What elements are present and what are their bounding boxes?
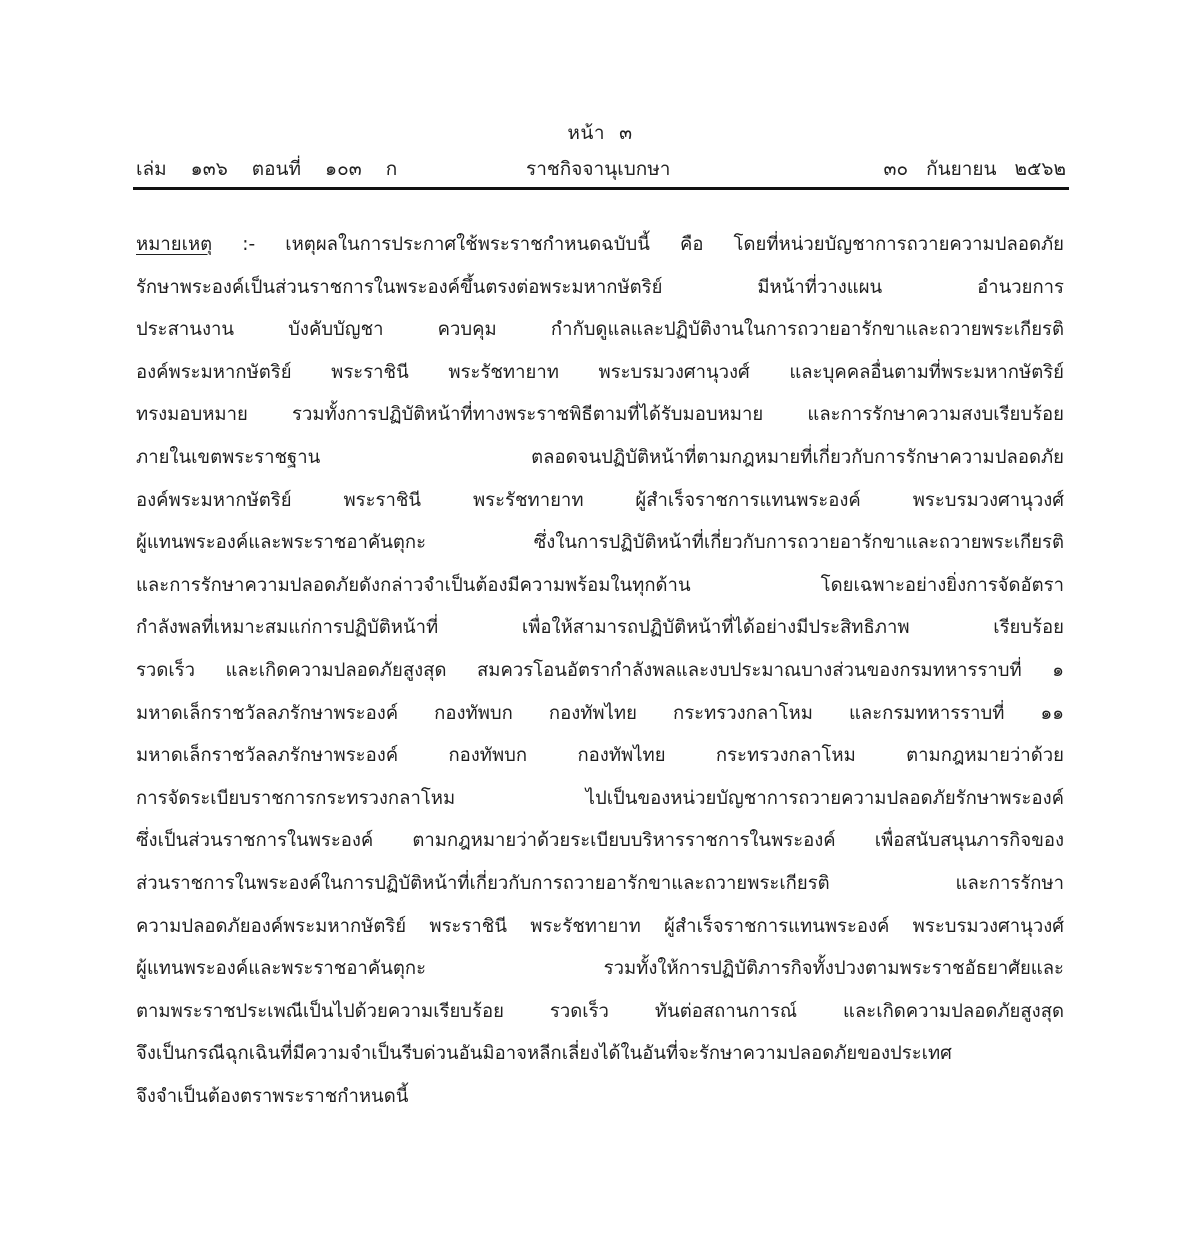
header-divider <box>133 187 1069 190</box>
issue-number: ๑๐๓ <box>325 158 362 180</box>
note-body <box>136 224 1064 1118</box>
note-line: กำลังพลที่เหมาะสมแก่การปฏิบัติหน้าที่ เพื่อให้สามารถปฏิบัติหน้าที่ได้อย่างมีประสิทธิภาพ เรียบร้อย <box>136 617 1064 639</box>
note-line: ตามพระราชประเพณีเป็นไปด้วยความเรียบร้อย รวดเร็ว ทันต่อสถานการณ์ และเกิดความปลอดภัยสูงสุด <box>136 1000 1064 1022</box>
note-line: และการรักษาความปลอดภัยดังกล่าวจำเป็นต้องมีความพร้อมในทุกด้าน โดยเฉพาะอย่างยิ่งการจัดอัตรา <box>136 574 1064 596</box>
note-line: การจัดระเบียบราชการกระทรวงกลาโหม ไปเป็นของหน่วยบัญชาการถวายความปลอดภัยรักษาพระองค์ <box>136 787 1064 809</box>
date-month: กันยายน <box>926 158 997 180</box>
note-line: จึงจำเป็นต้องตราพระราชกำหนดนี้ <box>136 1085 409 1107</box>
note-line: องค์พระมหากษัตริย์ พระราชินี พระรัชทายาท ผู้สำเร็จราชการแทนพระองค์ พระบรมวงศานุวงศ์ <box>136 489 1064 511</box>
volume-issue-info <box>136 154 421 184</box>
note-line <box>136 224 1064 267</box>
page-number <box>0 118 1200 148</box>
note-line: ส่วนราชการในพระองค์ในการปฏิบัติหน้าที่เกี่ยวกับการถวายอารักขาและถวายพระเกียรติ และการรักษา <box>136 872 1064 894</box>
note-line: ผู้แทนพระองค์และพระราชอาคันตุกะ รวมทั้งให้การปฏิบัติภารกิจทั้งปวงตามพระราชอัธยาศัยและ <box>136 958 1064 980</box>
note-line: องค์พระมหากษัตริย์ พระราชินี พระรัชทายาท พระบรมวงศานุวงศ์ และบุคคลอื่นตามที่พระมหากษัตริย์ <box>136 361 1064 383</box>
note-line: ซึ่งเป็นส่วนราชการในพระองค์ ตามกฎหมายว่าด้วยระเบียบบริหารราชการในพระองค์ เพื่อสนับสนุนภารกิจของ <box>136 830 1064 852</box>
issue-label: ตอนที่ <box>251 158 302 180</box>
page-label: หน้า <box>567 122 606 144</box>
publication-date <box>865 154 1066 184</box>
note-line: ความปลอดภัยองค์พระมหากษัตริย์ พระราชินี พระรัชทายาท ผู้สำเร็จราชการแทนพระองค์ พระบรมวงศานุวงศ์ <box>136 915 1064 937</box>
note-label: หมายเหตุ <box>136 234 213 255</box>
note-separator: :- <box>212 234 286 255</box>
section-letter: ก <box>385 158 398 180</box>
note-line: ประสานงาน บังคับบัญชา ควบคุม กำกับดูแลและปฏิบัติงานในการถวายอารักขาและถวายพระเกียรติ <box>136 319 1064 341</box>
gazette-header <box>136 154 1066 184</box>
volume-number: ๑๓๖ <box>190 158 228 180</box>
note-line: มหาดเล็กราชวัลลภรักษาพระองค์ กองทัพบก กองทัพไทย กระทรวงกลาโหม และกรมทหารราบที่ ๑๑ <box>136 702 1064 724</box>
note-line: ภายในเขตพระราชฐาน ตลอดจนปฏิบัติหน้าที่ตามกฎหมายที่เกี่ยวกับการรักษาความปลอดภัย <box>136 446 1064 468</box>
note-line: จึงเป็นกรณีฉุกเฉินที่มีความจำเป็นรีบด่วนอันมิอาจหลีกเลี่ยงได้ในอันที่จะรักษาความปลอดภัยของประเทศ <box>136 1043 952 1065</box>
note-line-text: เหตุผลในการประกาศใช้พระราชกำหนดฉบับนี้ คือ โดยที่หน่วยบัญชาการถวายความปลอดภัย <box>285 234 1064 255</box>
date-year: ๒๕๖๒ <box>1014 158 1066 180</box>
volume-label: เล่ม <box>136 158 167 180</box>
note-line: รวดเร็ว และเกิดความปลอดภัยสูงสุด สมควรโอนอัตรากำลังพลและงบประมาณบางส่วนของกรมทหารราบที่ ๑ <box>136 659 1064 681</box>
note-line: ผู้แทนพระองค์และพระราชอาคันตุกะ ซึ่งในการปฏิบัติหน้าที่เกี่ยวกับการถวายอารักขาและถวายพระเกียรติ <box>136 532 1064 554</box>
note-line: ทรงมอบหมาย รวมทั้งการปฏิบัติหน้าที่ทางพระราชพิธีตามที่ได้รับมอบหมาย และการรักษาความสงบเรียบร้อย <box>136 404 1064 426</box>
note-line: มหาดเล็กราชวัลลภรักษาพระองค์ กองทัพบก กองทัพไทย กระทรวงกลาโหม ตามกฎหมายว่าด้วย <box>136 745 1064 767</box>
page-number-value: ๓ <box>619 122 633 144</box>
note-line: รักษาพระองค์เป็นส่วนราชการในพระองค์ขึ้นตรงต่อพระมหากษัตริย์ มีหน้าที่วางแผน อำนวยการ <box>136 276 1064 298</box>
date-day: ๓๐ <box>883 158 909 180</box>
publication-title: ราชกิจจานุเบกษา <box>526 158 671 180</box>
